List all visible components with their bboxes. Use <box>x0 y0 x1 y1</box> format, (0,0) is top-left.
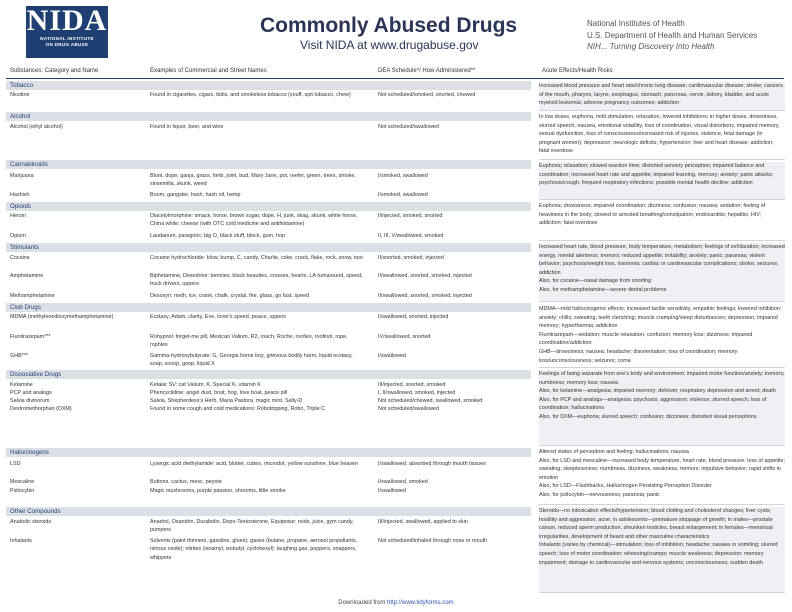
effects-club-ghb: GHB—drowsiness; nausea; headache; disorientation; loss of coordination; memory loss/unconsciousness; seizures; coma <box>539 348 738 364</box>
substance-name: Psilocybin <box>10 488 35 494</box>
substance-name: Dextromethorphan (DXM) <box>10 406 72 412</box>
street-names: Blunt, dope, ganja, grass, herb, joint, bud, Mary Jane, pot, reefer, green, trees, smoke, sinsemilla, skunk, weed <box>150 173 356 188</box>
page-footer <box>0 600 792 606</box>
dea-schedule: I/smoked, swallowed <box>378 192 428 198</box>
street-names: Solvents (paint thinners, gasoline, glues); gases (butane, propane, aerosol propellants, nitrous oxide); nitrites (isoamyl, isobutyl, cyclohexyl): laughing gas, poppers, snappers, whippets <box>150 538 358 561</box>
street-names: Buttons, cactus, mesc, peyote <box>150 479 222 485</box>
street-names: Lysergic acid diethylamide: acid, blotter, cubes, microdot, yellow sunshine, blue heaven <box>150 461 359 467</box>
substance-name: Mescaline <box>10 479 35 485</box>
effects-hallucinogens <box>539 448 785 505</box>
street-names: Diacetylmorphine: smack, horse, brown sugar, dope, H, junk, skag, skunk, white horse, China white; cheese (with OTC cold medicine and antihistamine) <box>150 213 358 228</box>
dea-schedule: II/swallowed, snorted, smoked, injected <box>378 293 472 299</box>
dea-schedule: Not scheduled/swallowed <box>378 124 439 130</box>
street-names: Ketalar SV: cat Valium, K, Special K, vitamin K <box>150 382 261 388</box>
street-names: Found in some cough and cold medications: Robotripping, Robo, Triple C <box>150 406 325 412</box>
dea-schedule: I/swallowed <box>378 488 406 494</box>
substance-name: Nicotine <box>10 92 30 98</box>
effects-hallucinogens-psilocybin: Also, for psilocybin—nervousness; paranoia; panic <box>539 491 660 498</box>
effects-stimulants-cocaine: Also, for cocaine—nasal damage from snorting <box>539 278 652 285</box>
effects-other-steroids: Steroids—no intoxication effects/hypertension; blood clotting and cholesterol changes; liver cysts; hostility and aggression; acne; in adolescents—premature stoppage of growth; in males—prostate cancer, reduced sperm production, shrunken testicles, breast enlargement; in females—menstrual irregularities, development of beard and other masculine characteristics <box>539 508 773 540</box>
street-names: Biphetamine, Dexedrine: bennies, black beauties, crosses, hearts, LA turnaround, speed, truck drivers, uppers <box>150 273 363 288</box>
effects-dissociative-ketamine: Also, for ketamine—analgesia; impaired memory; delirium; respiratory depression and arrest; death <box>539 388 776 395</box>
dea-schedule: III/injected, snorted, smoked <box>378 382 446 388</box>
street-names: Laudanum, paregoric: big O, black stuff, block, gum, hop <box>150 233 286 239</box>
substance-name: Marijuana <box>10 173 34 179</box>
street-names: Rohypnol: forget-me pill, Mexican Valium, R2, roach, Roche, roofies, roofinol, rope, rophies <box>150 334 348 349</box>
street-names: Desoxyn: meth, ice, crank, chalk, crystal, fire, glass, go fast, speed <box>150 293 310 299</box>
agency-line-1: National Institutes of Health <box>587 19 685 28</box>
header-rule <box>6 78 784 79</box>
dea-schedule: II/snorted, smoked, injected <box>378 255 444 261</box>
substance-name: Flunitrazepam*** <box>10 334 51 340</box>
page-header <box>0 0 792 66</box>
substance-name: GHB*** <box>10 353 28 359</box>
agency-block <box>587 18 757 53</box>
street-names: Salvia, Shepherdess's Herb, Maria Pastora, magic mint, Sally-D <box>150 398 303 404</box>
effects-dissociative-dxm: Also, for DXM—euphoria; slurred speech; confusion; dizziness; distorted visual perceptions <box>539 413 757 420</box>
nida-logo <box>26 6 108 58</box>
column-header-dea: DEA Schedule*/ How Administered** <box>378 68 476 74</box>
band-dissociative-drugs: Dissociative Drugs <box>6 370 531 379</box>
effects-club-flunitrazepam: Flunitrazepam—sedation; muscle relaxation; confusion; memory loss; dizziness; impaired coordination/addiction <box>539 331 753 347</box>
column-header-effects: Acute Effects/Health Risks <box>542 68 613 74</box>
effects-dissociative-pcp: Also, for PCP and analogs—analgesia; psychosis; aggression; violence; slurred speech; loss of coordination; hallucinations <box>539 396 767 412</box>
dea-schedule: Not scheduled/smoked, snorted, chewed <box>378 92 476 98</box>
dea-schedule: I, II/swallowed, smoked, injected <box>378 390 456 396</box>
column-header-substance: Substances: Category and Name <box>10 68 99 74</box>
street-names: Boom, gangster, hash, hash oil, hemp <box>150 192 241 198</box>
effects-stimulants <box>539 243 785 302</box>
page-subtitle: Visit NIDA at www.drugabuse.gov <box>300 38 479 52</box>
dea-schedule: Not scheduled/chewed, swallowed, smoked <box>378 398 483 404</box>
substance-name: Salvia divinorum <box>10 398 50 404</box>
dea-schedule: II/swallowed, snorted, smoked, injected <box>378 273 472 279</box>
dea-schedule: IV/swallowed, snorted <box>378 334 431 340</box>
street-names: Phencyclidine: angel dust, boat, hog, love boat, peace pill <box>150 390 288 396</box>
substance-name: Amphetamine <box>10 273 44 279</box>
street-names: Anadrol, Oxandrin, Durabolin, Depo-Testosterone, Equipoise: roids, juice, gym candy, pumpers <box>150 519 354 534</box>
street-names: Magic mushrooms, purple passion, shrooms, little smoke <box>150 488 286 494</box>
logo-text: NIDA <box>26 4 108 37</box>
effects-hallucinogens-lsd: Also, for LSD—Flashbacks, Hallucinogen Persisting Perception Disorder <box>539 483 712 490</box>
effects-stimulants-main: Increased heart rate, blood pressure, body temperature, metabolism; feelings of exhilaration; increased energy, mental alertness; tremors; reduced appetite; irritability; anxiety; panic; paranoia; violent behavior; psychosis/weight loss, insomnia; cardiac or cardiovascular complications; stroke; seizures; addiction <box>539 244 785 276</box>
substance-name: Heroin <box>10 213 26 219</box>
column-header-examples: Examples of Commercial and Street Names <box>150 68 267 74</box>
substance-name: Cocaine <box>10 255 30 261</box>
dea-schedule: I/swallowed, snorted, injected <box>378 314 449 320</box>
substance-name: LSD <box>10 461 21 467</box>
substance-name: Hashish <box>10 192 30 198</box>
effects-cannabinoids: Euphoria; relaxation; slowed reaction time; distorted sensory perception; impaired balance and coordination; increased heart rate and appetite; impaired learning, memory; anxiety; panic attacks; psychosis/cough, frequent respiratory infections; possible mental health decline; addiction <box>539 162 785 200</box>
effects-stimulants-meth: Also, for methamphetamine—severe dental problems <box>539 286 667 293</box>
footer-prefix: Downloaded from <box>338 600 386 606</box>
band-alcohol: Alcohol <box>6 112 531 121</box>
substance-name: Anabolic steroids <box>10 519 52 525</box>
street-names: Found in liquor, beer, and wine <box>150 124 224 130</box>
page-title: Commonly Abused Drugs <box>260 14 518 37</box>
effects-other-inhalants: Inhalants (varies by chemical)—stimulation; loss of inhibition; headache; nausea or vomiting; slurred speech; loss of motor coordination; wheezing/cramps; muscle weakness; depression; memory impairment; damage to cardiovascular and nervous systems; unconsciousness; sudden death <box>539 542 778 566</box>
effects-hallucinogens-main: Altered states of perception and feeling; hallucinations; nausea <box>539 449 689 455</box>
street-names: Found in cigarettes, cigars, bidis, and smokeless tobacco (snuff, spit tobacco, chew) <box>150 92 351 98</box>
dea-schedule: I/smoked, swallowed <box>378 173 428 179</box>
logo-subtitle-1: NATIONAL INSTITUTE <box>40 36 94 41</box>
effects-club-mdma: MDMA—mild hallucinogenic effects; increased tactile sensitivity, empathic feelings; lowered inhibition; anxiety; chills; sweating; teeth clenching; muscle cramping/sleep disturbances; depression; impaired memory; hyperthermia; addiction <box>539 306 782 330</box>
dea-schedule: Not scheduled/swallowed <box>378 406 439 412</box>
dea-schedule: I/injected, smoked, snorted <box>378 213 443 219</box>
logo-subtitle-2: ON DRUG ABUSE <box>45 42 89 47</box>
dea-schedule: Not scheduled/inhaled through nose or mouth <box>378 538 488 544</box>
substance-name: PCP and analogs <box>10 390 52 396</box>
effects-dissociative <box>539 370 785 446</box>
agency-line-2: U.S. Department of Health and Human Services <box>587 30 758 40</box>
agency-line-3: NIH... Turning Discovery Into Health <box>587 42 715 51</box>
effects-hallucinogens-lsd-mescaline: Also, for LSD and mescaline—increased body temperature, heart rate, blood pressure; loss of appetite; sweating; sleeplessness; numbness, dizziness, weakness, tremors; impulsive behavior; rapid shifts in emotion <box>539 457 786 481</box>
effects-tobacco: Increased blood pressure and heart rate/chronic lung disease; cardiovascular disease; stroke; cancers of the mouth, pharynx, larynx, esophagus, stomach, pancreas, cervix, kidney, bladder, and acute myeloid leukemia; adverse pregnancy outcomes; addiction <box>539 82 785 111</box>
effects-opioids: Euphoria; drowsiness; impaired coordination; dizziness; confusion; nausea; sedation; feeling of heaviness in the body; slowed or arrested breathing/constipation; endocarditis; hepatitis; HIV; addiction; fatal overdose <box>539 202 785 241</box>
street-names: Ecstasy, Adam, clarity, Eve, lover's speed, peace, uppers <box>150 314 286 320</box>
substance-name: Methamphetamine <box>10 293 55 299</box>
band-stimulants: Stimulants <box>6 243 531 252</box>
substance-name: Alcohol (ethyl alcohol) <box>10 124 63 130</box>
dea-schedule: III/injected, swallowed, applied to skin <box>378 519 468 525</box>
effects-club-drugs <box>539 305 785 368</box>
dea-schedule: I/swallowed <box>378 353 406 359</box>
band-opioids: Opioids <box>6 202 531 211</box>
dea-schedule: I/swallowed, smoked <box>378 479 428 485</box>
substance-name: MDMA (methylenedioxymethamphetamine) <box>10 314 114 320</box>
band-tobacco: Tobacco <box>6 81 531 90</box>
band-cannabinoids: Cannabinoids <box>6 160 531 169</box>
band-club-drugs: Club Drugs <box>6 303 531 312</box>
dea-schedule: II, III, V/swallowed, smoked <box>378 233 444 239</box>
substance-name: Ketamine <box>10 382 33 388</box>
street-names: Gamma-hydroxybutyrate: G, Georgia home boy, grievous bodily harm, liquid ecstasy, soap, scoop, goop, liquid X <box>150 353 353 368</box>
street-names: Cocaine hydrochloride: blow, bump, C, candy, Charlie, coke, crack, flake, rock, snow, toot <box>150 255 363 261</box>
effects-other-compounds <box>539 507 785 593</box>
band-other-compounds: Other Compounds <box>6 507 531 516</box>
substance-name: Opium <box>10 233 26 239</box>
substance-name: Inhalants <box>10 538 32 544</box>
footer-link[interactable]: http://www.tidyforms.com <box>387 600 454 606</box>
dea-schedule: I/swallowed, absorbed through mouth tissues <box>378 461 486 467</box>
effects-alcohol: In low doses, euphoria, mild stimulation, relaxation, lowered inhibitions; in higher doses, drowsiness, slurred speech, nausea, emotional volatility, loss of coordination, visual distortions, impaired memory, sexual dysfunction, loss of consciousness/increased risk of injuries, violence, fetal damage (in pregnant women); depression; neurologic deficits; hypertension; liver and heart disease; addiction; fatal overdose <box>539 113 785 160</box>
effects-dissociative-main: Feelings of being separate from one's body and environment; impaired motor function/anxiety; tremors; numbness; memory loss; nausea <box>539 371 785 386</box>
band-hallucinogens: Hallucinogens <box>6 448 531 457</box>
